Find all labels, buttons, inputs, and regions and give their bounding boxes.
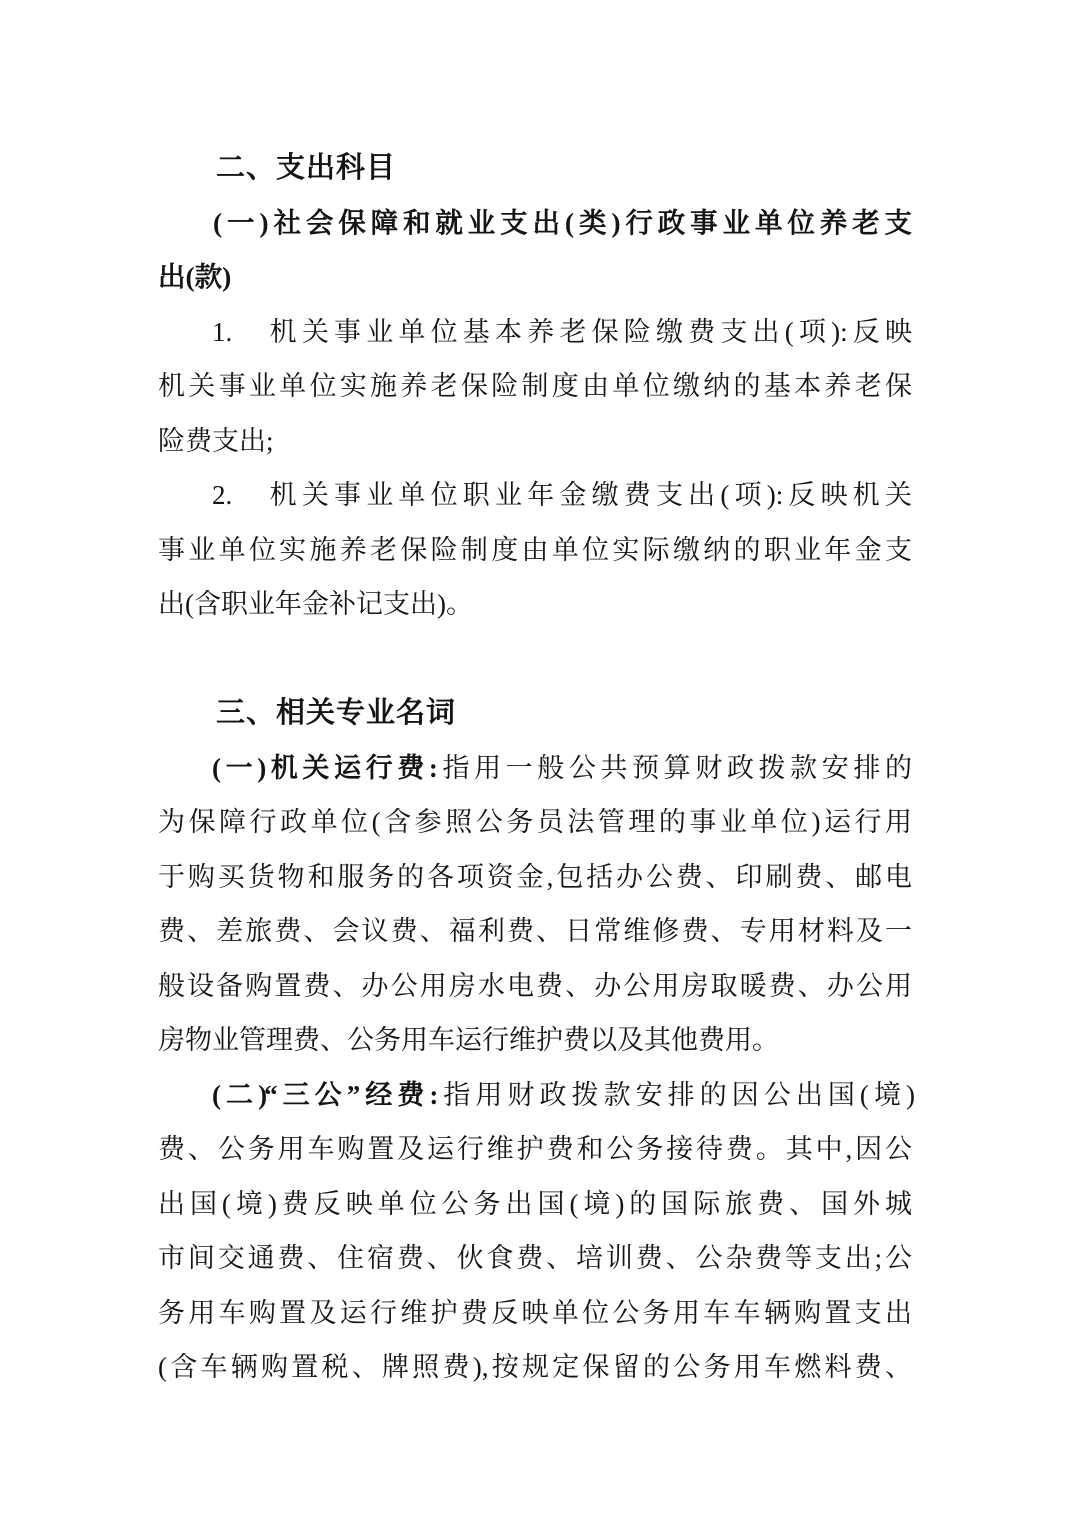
subsection-pension-title-line-2: 出(款) — [158, 261, 232, 292]
item-annuity-line-2: 事业单位实施养老保险制度由单位实际缴纳的职业年金支 — [158, 534, 912, 565]
term-three-public-line-3: 出国(境)费反映单位公务出国(境)的国际旅费、国外城 — [158, 1188, 912, 1219]
item-annuity-line-1: 2. 机关事业单位职业年金缴费支出(项):反映机关 — [212, 480, 912, 510]
item-basic-pension-line-3: 险费支出; — [158, 425, 274, 456]
section-expenditure-items — [158, 141, 912, 632]
heading-expenditure-items: 二、支出科目 — [216, 152, 397, 184]
item-basic-pension-line-2: 机关事业单位实施养老保险制度由单位缴纳的基本养老保 — [158, 371, 912, 401]
heading-terms: 三、相关专业名词 — [216, 697, 457, 729]
term-agency-operation-line-5: 般设备购置费、办公用房水电费、办公用房取暖费、办公用 — [158, 970, 912, 1001]
section-terms — [158, 686, 912, 1395]
subsection-pension-title-line-1: (一)社会保障和就业支出(类)行政事业单位养老支 — [213, 206, 912, 238]
document-content — [158, 141, 912, 1395]
term-three-public-line-4: 市间交通费、住宿费、伙食费、培训费、公杂费等支出;公 — [158, 1243, 912, 1273]
term-agency-operation-line-1 — [158, 741, 912, 796]
term-three-public-text: 指用财政拨款安排的因公出国(境) — [435, 1079, 912, 1110]
term-three-public-line-1 — [158, 1068, 912, 1123]
term-agency-operation-text: 指用一般公共预算财政拨款安排的 — [437, 752, 912, 783]
term-three-public-line-5: 务用车购置及运行维护费反映单位公务用车车辆购置支出 — [158, 1297, 912, 1328]
term-agency-operation-line-4: 费、差旅费、会议费、福利费、日常维修费、专用材料及一 — [158, 916, 912, 946]
term-agency-operation-line-6: 房物业管理费、公务用车运行维护费以及其他费用。 — [158, 1025, 779, 1055]
item-annuity-line-3: 出(含职业年金补记支出)。 — [158, 589, 473, 619]
term-three-public-label: (二)“三公”经费: — [212, 1079, 436, 1110]
term-three-public-line-6: (含车辆购置税、牌照费),按规定保留的公务用车燃料费、 — [158, 1352, 912, 1382]
term-agency-operation-line-2: 为保障行政单位(含参照公务员法管理的事业单位)运行用 — [158, 807, 912, 837]
term-three-public-line-2: 费、公务用车购置及运行维护费和公务接待费。其中,因公 — [158, 1134, 912, 1164]
term-agency-operation-line-3: 于购买货物和服务的各项资金,包括办公费、印刷费、邮电 — [158, 861, 912, 892]
blank-line — [158, 632, 912, 687]
item-basic-pension-line-1: 1. 机关事业单位基本养老保险缴费支出(项):反映 — [212, 316, 912, 347]
term-agency-operation-label: (一)机关运行费: — [212, 752, 438, 783]
